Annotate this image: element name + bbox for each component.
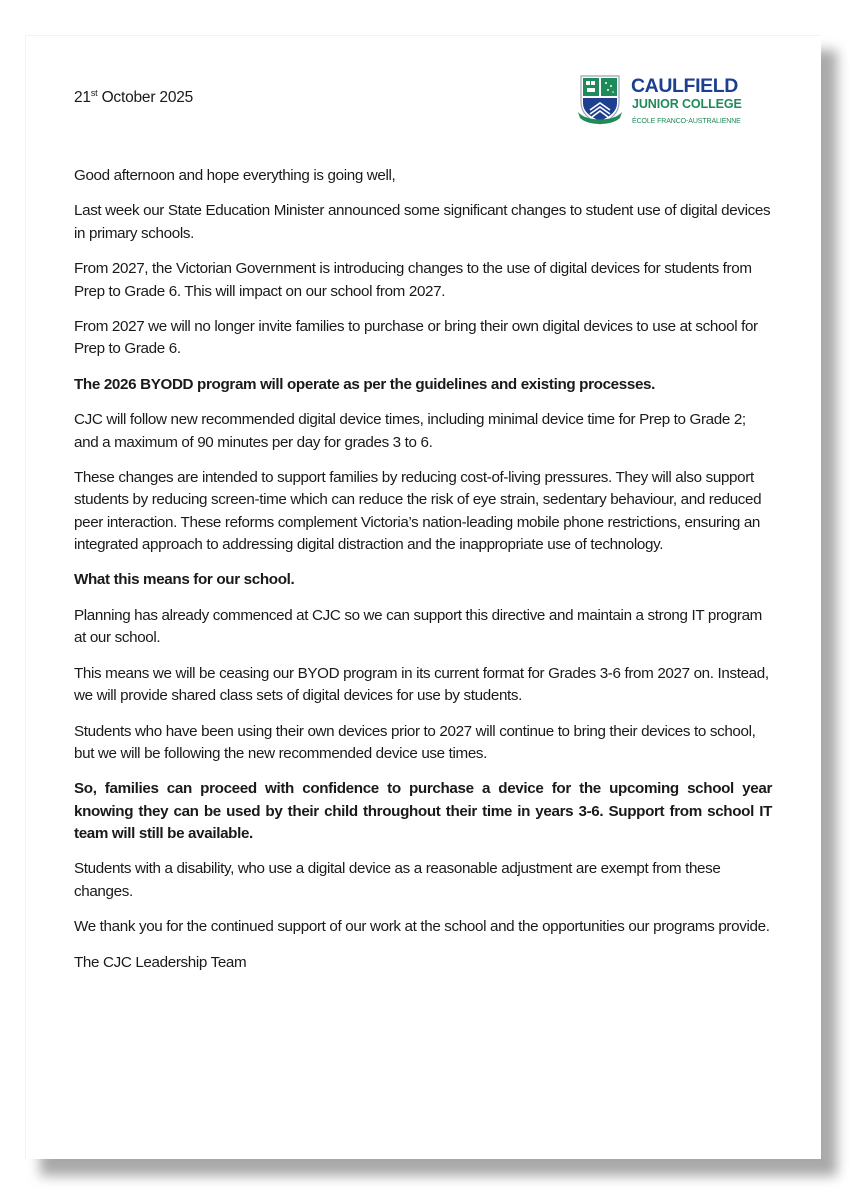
paragraph-device-times: CJC will follow new recommended digital device times, including minimal device time for Prep to Grade 2; and a maximum of 90 minutes per day for grades 3 to 6.: [74, 411, 746, 451]
greeting: Good afternoon and hope everything is going well,: [74, 167, 396, 184]
section-heading-what-this-means: What this means for our school.: [74, 571, 295, 589]
logo-name-line2: JUNIOR COLLEGE: [632, 97, 742, 111]
paragraph-existing-students: Students who have been using their own devices prior to 2027 will continue to bring their devices to school, but we will be following the new recommended device use times.: [74, 722, 756, 762]
paragraph-ceasing-byod: This means we will be ceasing our BYOD program in its current format for Grades 3-6 from 2027 on. Instead, we will provide shared class sets of digital devices for use by students.: [74, 664, 769, 705]
school-crest-icon: [578, 74, 622, 126]
paragraph-disability-exemption: Students with a disability, who use a digital device as a reasonable adjustment are exempt from these changes.: [74, 860, 721, 900]
paragraph-no-longer-invite: From 2027 we will no longer invite families to purchase or bring their own digital devices to use at school for Prep to Grade 6.: [74, 318, 758, 358]
paragraph-families-proceed: So, families can proceed with confidence to purchase a device for the upcoming school year knowing they can be used by their child throughout their time in years 3-6. Support from school IT team will still be available.: [74, 780, 772, 842]
paragraph-thank-you: We thank you for the continued support of our work at the school and the opportunities our programs provide.: [74, 918, 770, 936]
logo-name-line1: CAULFIELD: [631, 75, 738, 97]
date-day: 21: [74, 89, 91, 106]
letter-page: [25, 35, 821, 1159]
letter-body: [74, 165, 772, 987]
signature: The CJC Leadership Team: [74, 953, 247, 971]
paragraph-2027-changes: From 2027, the Victorian Government is introducing changes to the use of digital devices for students from Prep to Grade 6. This will impact on our school from 2027.: [74, 260, 752, 300]
date-suffix: st: [90, 88, 98, 98]
school-logo: [578, 74, 758, 134]
paragraph-minister-announcement: Last week our State Education Minister announced some significant changes to student use of digital devices in primary schools.: [74, 202, 771, 242]
paragraph-2026-byodd: The 2026 BYODD program will operate as per the guidelines and existing processes.: [74, 375, 656, 393]
letter-date: [74, 88, 193, 107]
paragraph-planning: Planning has already commenced at CJC so we can support this directive and maintain a strong IT program at our school.: [74, 606, 762, 647]
date-rest: October 2025: [101, 89, 194, 106]
paragraph-reasons: These changes are intended to support families by reducing cost-of-living pressures. They will also support students by reducing screen-time which can reduce the risk of eye strain, sedentary behaviour, and reduced peer interaction. These reforms complement Victoria’s nation-leading mobile phone restrictions, ensuring an integrated approach to addressing digital distraction and the inappropriate use of technology.: [74, 469, 762, 553]
logo-tagline: ÉCOLE FRANCO-AUSTRALIENNE: [632, 118, 741, 125]
